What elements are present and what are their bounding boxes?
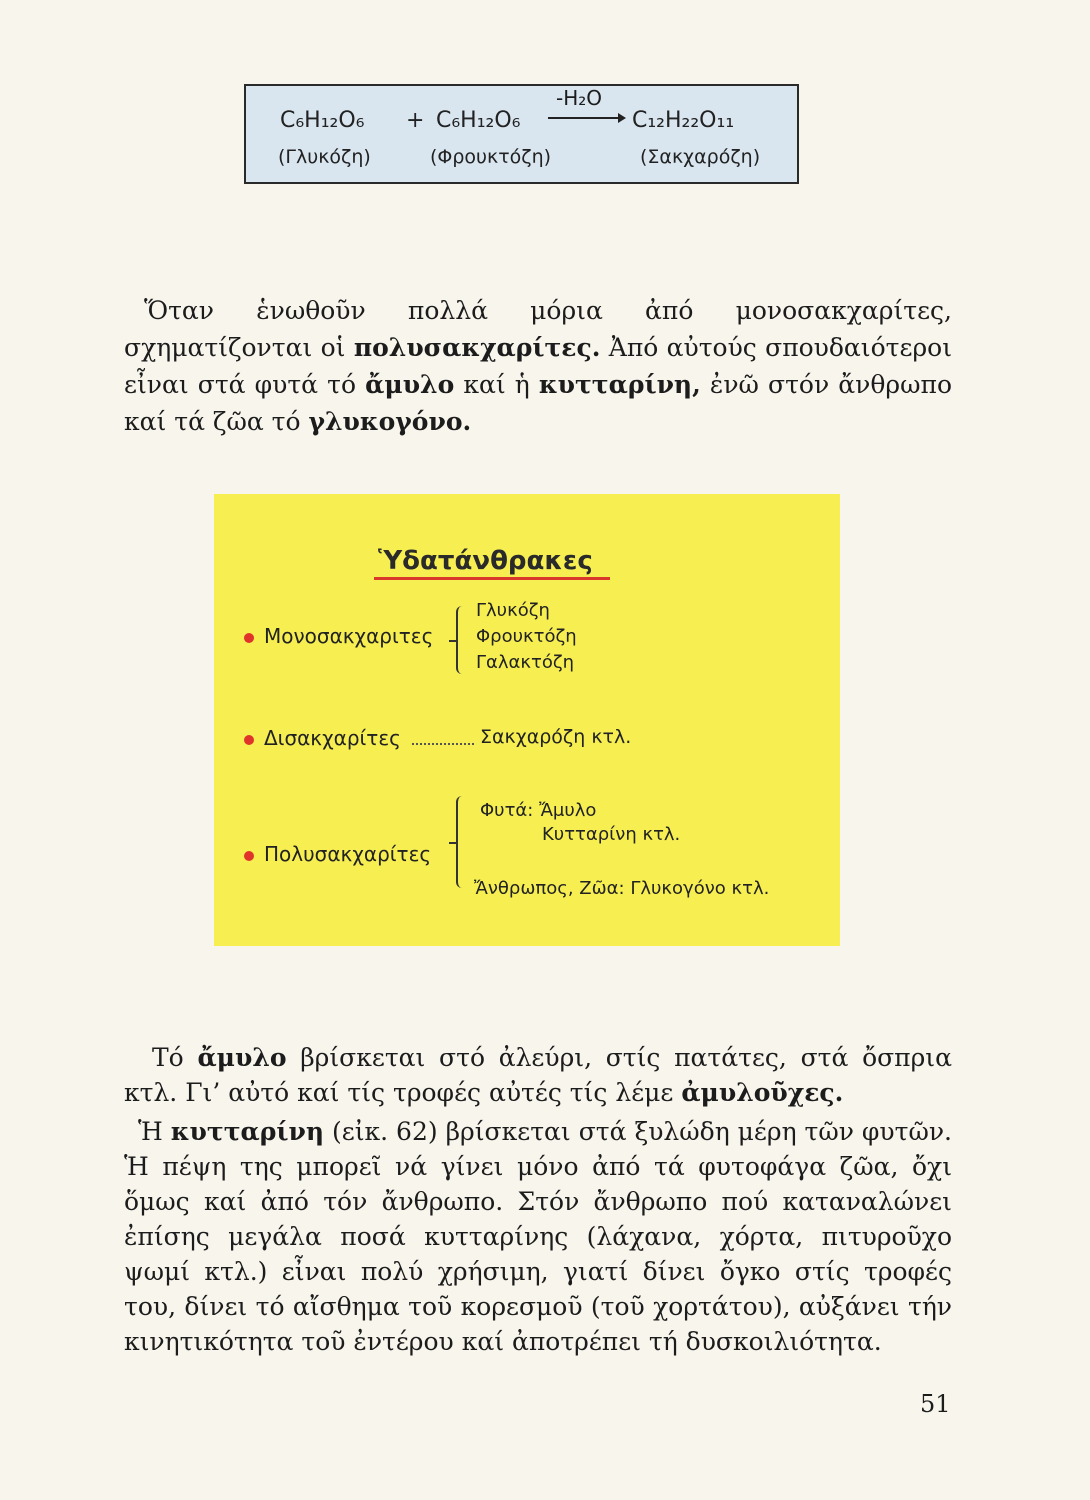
glucose-label: (Γλυκόζη) xyxy=(278,146,371,168)
para1-text-3: καί ἡ xyxy=(454,370,539,399)
sucrose-formula: C₁₂H₂₂O₁₁ xyxy=(632,108,735,133)
term-starch: ἄμυλο xyxy=(197,1043,287,1072)
brace-icon xyxy=(456,796,466,888)
list-item: Γαλακτόζη xyxy=(476,652,575,673)
page-number: 51 xyxy=(920,1390,951,1418)
dotted-leader xyxy=(412,743,474,745)
list-item: Γλυκόζη xyxy=(476,600,550,621)
para1-text-2: Ἀπό αὐτούς σπουδαιότεροι εἶναι στά φυτά τό xyxy=(124,333,952,399)
category-monosaccharides xyxy=(244,624,433,648)
reaction-arrow-label: -H₂O xyxy=(556,86,603,110)
category-label: Δισακχαρίτες xyxy=(264,726,401,750)
carbohydrates-diagram xyxy=(214,494,840,946)
list-item: Ἄνθρωπος, Ζῶα: Γλυκογόνο κτλ. xyxy=(474,878,770,899)
para2-text-2: βρίσκεται στό ἀλεύρι, στίς πατάτες, στά ὄσπρια κτλ. Γι’ αὐτό καί τίς τροφές αὐτές τίς λέμε xyxy=(124,1043,952,1107)
bullet-icon xyxy=(244,851,254,861)
term-cellulose: κυτταρίνη xyxy=(170,1117,325,1146)
list-item: Σακχαρόζη κτλ. xyxy=(480,726,632,748)
term-glycogen: γλυκογόνο. xyxy=(308,407,472,436)
category-label: Πολυσακχαρίτες xyxy=(264,842,432,866)
fructose-label: (Φρουκτόζη) xyxy=(430,146,552,168)
list-item: Φρουκτόζη xyxy=(476,626,577,647)
title-underline xyxy=(374,577,610,580)
bullet-icon xyxy=(244,735,254,745)
diagram-title: Ὑδατάνθρακες xyxy=(378,546,593,576)
starch-paragraph xyxy=(124,1040,952,1110)
reaction-arrow-icon xyxy=(548,117,620,119)
para2-text-1: Τό xyxy=(152,1043,198,1072)
para3-text-2: (εἰκ. 62) βρίσκεται στά ξυλώδη μέρη τῶν φυτῶν. Ἡ πέψη της μπορεῖ νά γίνει μόνο ἀπό τά φυτοφάγα ζῶα, ὄχι ὅμως καί ἀπό τόν ἄνθρωπο. Στόν ἄνθρωπο πού καταναλώνει ἐπίσης μεγάλα ποσά κυτταρίνης (λάχανα, χόρτα, πιτυροῦχο ψωμί κτλ.) εἶναι πολύ χρήσιμη, γιατί δίνει ὄγκο στίς τροφές του, δίνει τό αἴσθημα τοῦ κορεσμοῦ (τοῦ χορτάτου), αὐξάνει τήν κινητικότητα τοῦ ἐντέρου καί ἀποτρέπει τή δυσκοιλιότητα. xyxy=(124,1117,952,1356)
term-starchy: ἀμυλοῦχες. xyxy=(681,1078,844,1107)
plus-sign: + xyxy=(406,108,425,133)
cellulose-paragraph xyxy=(124,1114,952,1359)
term-starch: ἄμυλο xyxy=(365,370,455,399)
category-polysaccharides xyxy=(244,842,431,866)
brace-icon xyxy=(456,606,466,674)
list-item: Φυτά: Ἄμυλο xyxy=(480,800,597,821)
fructose-formula: C₆H₁₂O₆ xyxy=(436,108,521,133)
glucose-formula: C₆H₁₂O₆ xyxy=(280,108,365,133)
equation-box xyxy=(244,84,799,184)
para1-text-4: ἐνῶ στόν ἄνθρωπο καί τά ζῶα τό xyxy=(124,370,952,436)
bullet-icon xyxy=(244,633,254,643)
category-label: Μονοσακχαριτες xyxy=(264,624,434,648)
para3-text-1: Ἡ xyxy=(138,1117,171,1146)
term-polysaccharides: πολυσακχαρίτες. xyxy=(353,333,601,362)
para1-text-1: Ὅταν ἑνωθοῦν πολλά μόρια ἀπό μονοσακχαρίτες, σχηματίζονται οἱ xyxy=(124,296,952,362)
category-disaccharides xyxy=(244,726,401,750)
sucrose-label: (Σακχαρόζη) xyxy=(640,146,761,168)
polysaccharides-paragraph xyxy=(124,292,952,440)
list-item: Κυτταρίνη κτλ. xyxy=(542,824,681,845)
term-cellulose: κυτταρίνη, xyxy=(538,370,701,399)
